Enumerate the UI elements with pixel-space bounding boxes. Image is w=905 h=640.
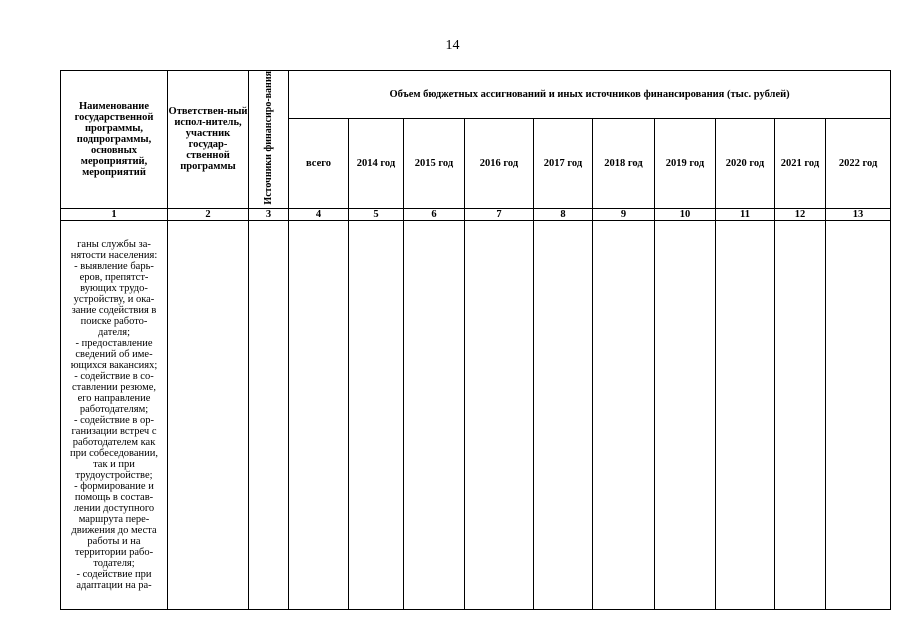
name-line: нятости населения: (70, 249, 158, 261)
column-number: 8 (534, 208, 593, 220)
year-cell (775, 220, 826, 609)
executor-cell (168, 220, 249, 609)
name-line: ющихся вакансиях; (70, 359, 158, 371)
name-line: ганы службы за- (77, 238, 151, 250)
page-number: 14 (445, 38, 460, 53)
column-number: 2 (168, 208, 249, 220)
column-number: 1 (61, 208, 168, 220)
name-line: - содействие в ор- (73, 414, 155, 426)
year-header: 2020 год (716, 118, 775, 208)
name-line: ставлении резюме, (71, 381, 157, 393)
name-line: тодателя; (93, 557, 135, 569)
name-line: помощь в состав- (74, 491, 154, 503)
sources-cell (249, 220, 289, 609)
table-row (61, 220, 891, 609)
name-line: - содействие при (76, 568, 152, 580)
total-cell (289, 220, 349, 609)
name-line: - формирование и (74, 480, 154, 492)
name-line: его направление (77, 392, 151, 404)
year-header: 2019 год (655, 118, 716, 208)
name-line: еров, препятст- (79, 271, 149, 283)
header-executor: Ответствен-ный испол-нитель, участник государ-ственной программы (168, 71, 249, 209)
name-line: - содействие в со- (74, 370, 154, 382)
year-cell (465, 220, 534, 609)
name-line: адаптации на ра- (76, 579, 152, 591)
year-cell (826, 220, 891, 609)
budget-table (60, 70, 891, 610)
year-header: 2014 год (349, 118, 404, 208)
year-cell (716, 220, 775, 609)
name-line: зание содействия в (71, 304, 157, 316)
header-sources-cell (249, 71, 289, 209)
name-line: маршрута пере- (78, 513, 150, 525)
name-line: поиске работо- (80, 315, 148, 327)
name-line: - предоставление (75, 337, 153, 349)
column-number: 3 (249, 208, 289, 220)
column-number: 5 (349, 208, 404, 220)
column-number: 4 (289, 208, 349, 220)
column-number: 6 (404, 208, 465, 220)
column-number: 12 (775, 208, 826, 220)
year-cell (349, 220, 404, 609)
name-line: дателя; (98, 326, 130, 338)
column-number: 7 (465, 208, 534, 220)
name-line: работодателям; (79, 403, 149, 415)
column-number: 13 (826, 208, 891, 220)
name-cell (61, 220, 168, 609)
name-line: движения до места (71, 524, 157, 536)
header-name: Наименование государственной программы, подпрограммы, основных мероприятий, мероприятий (61, 71, 168, 209)
name-line: работодателем как (72, 436, 156, 448)
year-cell (593, 220, 655, 609)
header-sources: Источники финансиро-вания (262, 71, 274, 205)
year-cell (404, 220, 465, 609)
column-number: 9 (593, 208, 655, 220)
name-line: лении доступного (73, 502, 155, 514)
column-number: 11 (716, 208, 775, 220)
name-line: ганизации встреч с (71, 425, 157, 437)
name-line: - выявление барь- (74, 260, 154, 272)
name-line: трудоустройстве; (75, 469, 153, 481)
name-line: устройству, и ока- (73, 293, 155, 305)
name-line: территории рабо- (74, 546, 154, 558)
name-line: сведений об име- (75, 348, 153, 360)
name-line: вующих трудо- (80, 282, 148, 294)
year-header: 2021 год (775, 118, 826, 208)
name-line: работы и на (87, 535, 141, 547)
column-number-row (61, 208, 891, 220)
name-line: при собеседовании, (69, 447, 158, 459)
header-volume: Объем бюджетных ассигнований и иных источников финансирования (тыс. рублей) (289, 71, 891, 119)
column-number: 10 (655, 208, 716, 220)
name-line: так и при (93, 458, 135, 470)
year-header: 2022 год (826, 118, 891, 208)
year-header: 2015 год (404, 118, 465, 208)
year-cell (655, 220, 716, 609)
year-header: 2017 год (534, 118, 593, 208)
year-header: 2018 год (593, 118, 655, 208)
year-cell (534, 220, 593, 609)
year-header: всего (289, 118, 349, 208)
year-header: 2016 год (465, 118, 534, 208)
